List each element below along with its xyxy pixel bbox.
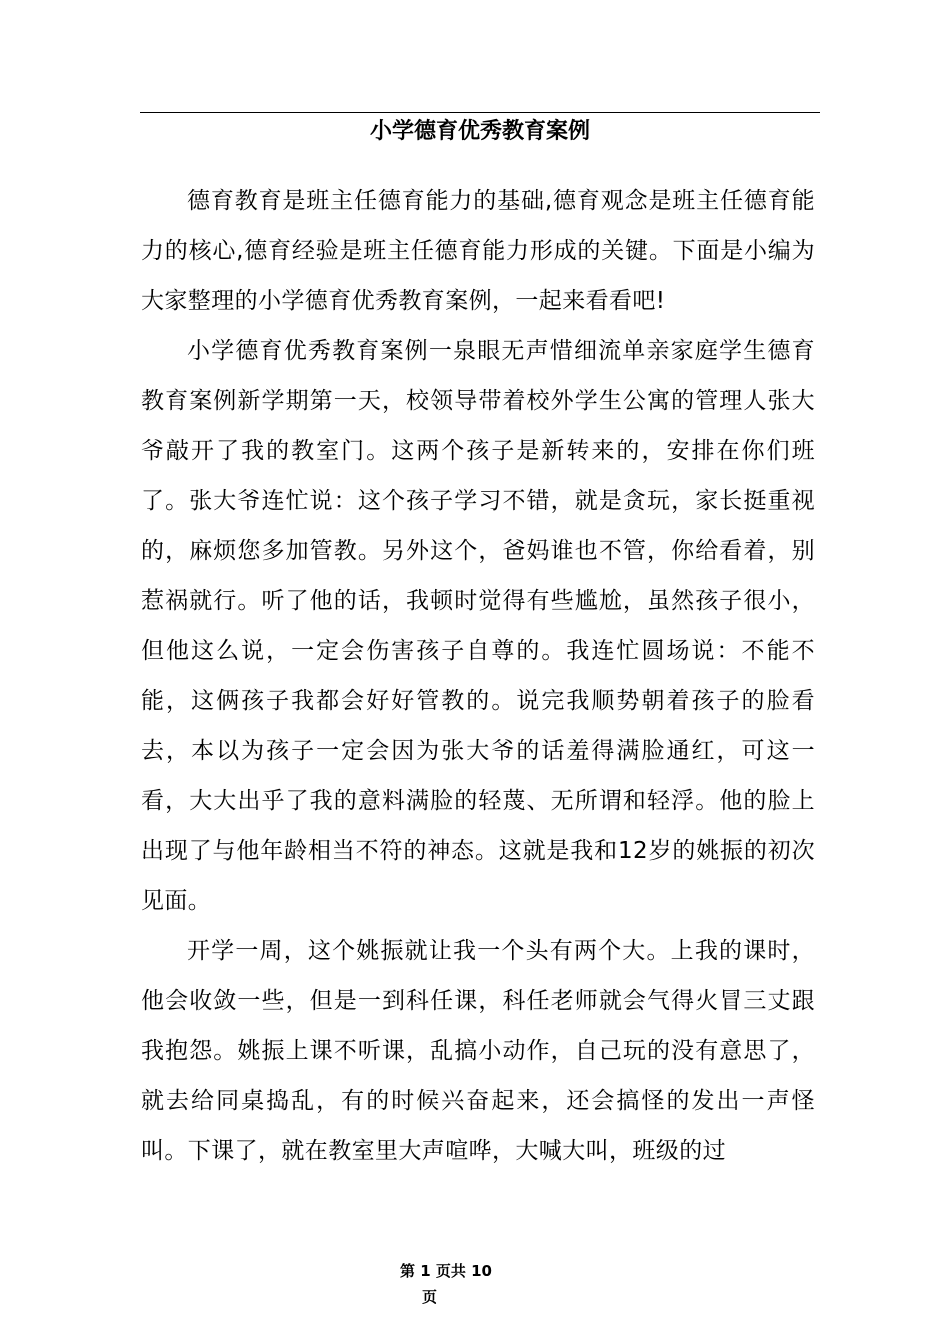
paragraph-first-week: 开学一周，这个姚振就让我一个头有两个大。上我的课时，他会收敛一些，但是一到科任课，科任老师就会气得火冒三丈跟我抱怨。姚振上课不听课，乱搞小动作，自己玩的没有意思了，就去给同桌捣乱，有的时候兴奋起来，还会搞怪的发出一声怪叫。下课了，就在教室里大声喧哗，大喊大叫，班级的过 [141,938,815,1164]
page-footer [400,1258,540,1310]
document-body [141,176,815,1176]
page-number-line2: 页 [422,1288,438,1306]
page-number-line1: 第 1 页共 10 [400,1262,492,1280]
header-rule [140,112,820,113]
paragraph-intro: 德育教育是班主任德育能力的基础,德育观念是班主任德育能力的核心,德育经验是班主任德育能力形成的关键。下面是小编为大家整理的小学德育优秀教育案例，一起来看看吧! [141,188,815,314]
document-title: 小学德育优秀教育案例 [369,119,590,144]
paragraph-case-one: 小学德育优秀教育案例一泉眼无声惜细流单亲家庭学生德育教育案例新学期第一天，校领导带着校外学生公寓的管理人张大爷敲开了我的教室门。这两个孩子是新转来的，安排在你们班了。张大爷连忙说：这个孩子学习不错，就是贪玩，家长挺重视的，麻烦您多加管教。另外这个，爸妈谁也不管，你给看着，别惹祸就行。听了他的话，我顿时觉得有些尴尬，虽然孩子很小，但他这么说，一定会伤害孩子自尊的。我连忙圆场说：不能不能，这俩孩子我都会好好管教的。说完我顺势朝着孩子的脸看去，本以为孩子一定会因为张大爷的话羞得满脸通红，可这一看，大大出乎了我的意料满脸的轻蔑、无所谓和轻浮。他的脸上出现了与他年龄相当不符的神态。这就是我和12岁的姚振的初次见面。 [141,338,815,914]
